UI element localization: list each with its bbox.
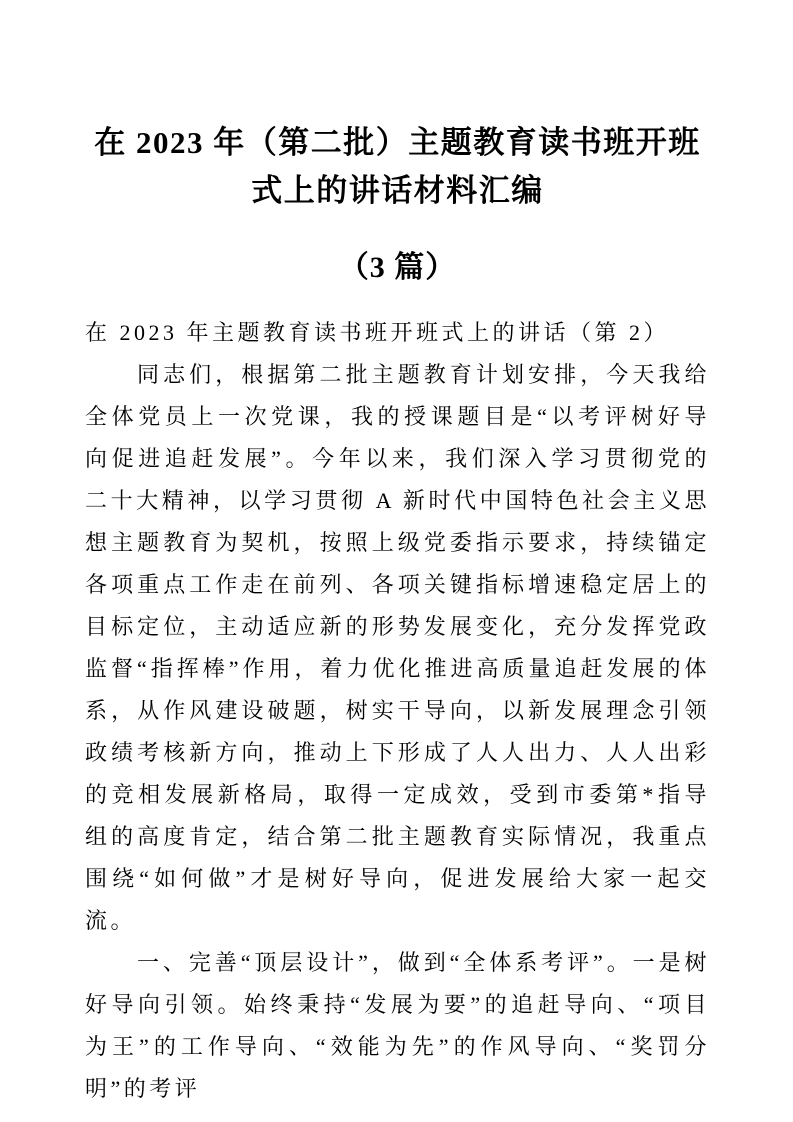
paragraph: 同志们，根据第二批主题教育计划安排，今天我给全体党员上一次党课，我的授课题目是“以考评树好导向促进追赶发展”。今年以来，我们深入学习贯彻党的二十大精神，以学习贯彻 A 新时代中国特色社会主义思想主题教育为契机，按照上级党委指示要求，持续锚定各项重点工作走在前列、各项关键指标增速稳定居上的目标定位，主动适应新的形势发展变化，充分发挥党政监督“指挥棒”作用，着力优化推进高质量追赶发展的体系，从作风建设破题，树实干导向，以新发展理念引领政绩考核新方向，推动上下形成了人人出力、人人出彩的竞相发展新格局，取得一定成效，受到市委第*指导组的高度肯定，结合第二批主题教育实际情况，我重点围绕“如何做”才是树好导向，促进发展给大家一起交流。 bbox=[85, 362, 710, 933]
paragraph: 一、完善“顶层设计”，做到“全体系考评”。一是树好导向引领。始终秉持“发展为要”的追赶导向、“项目为王”的工作导向、“效能为先”的作风导向、“奖罚分明”的考评 bbox=[85, 950, 710, 1101]
document-content bbox=[85, 0, 710, 1110]
section-heading: 在 2023 年主题教育读书班开班式上的讲话（第 2） bbox=[85, 320, 670, 345]
document-subtitle: （3 篇） bbox=[338, 251, 457, 284]
document-title: 在 2023 年（第二批）主题教育读书班开班式上的讲话材料汇编 bbox=[94, 125, 701, 208]
document-body bbox=[85, 312, 710, 1110]
